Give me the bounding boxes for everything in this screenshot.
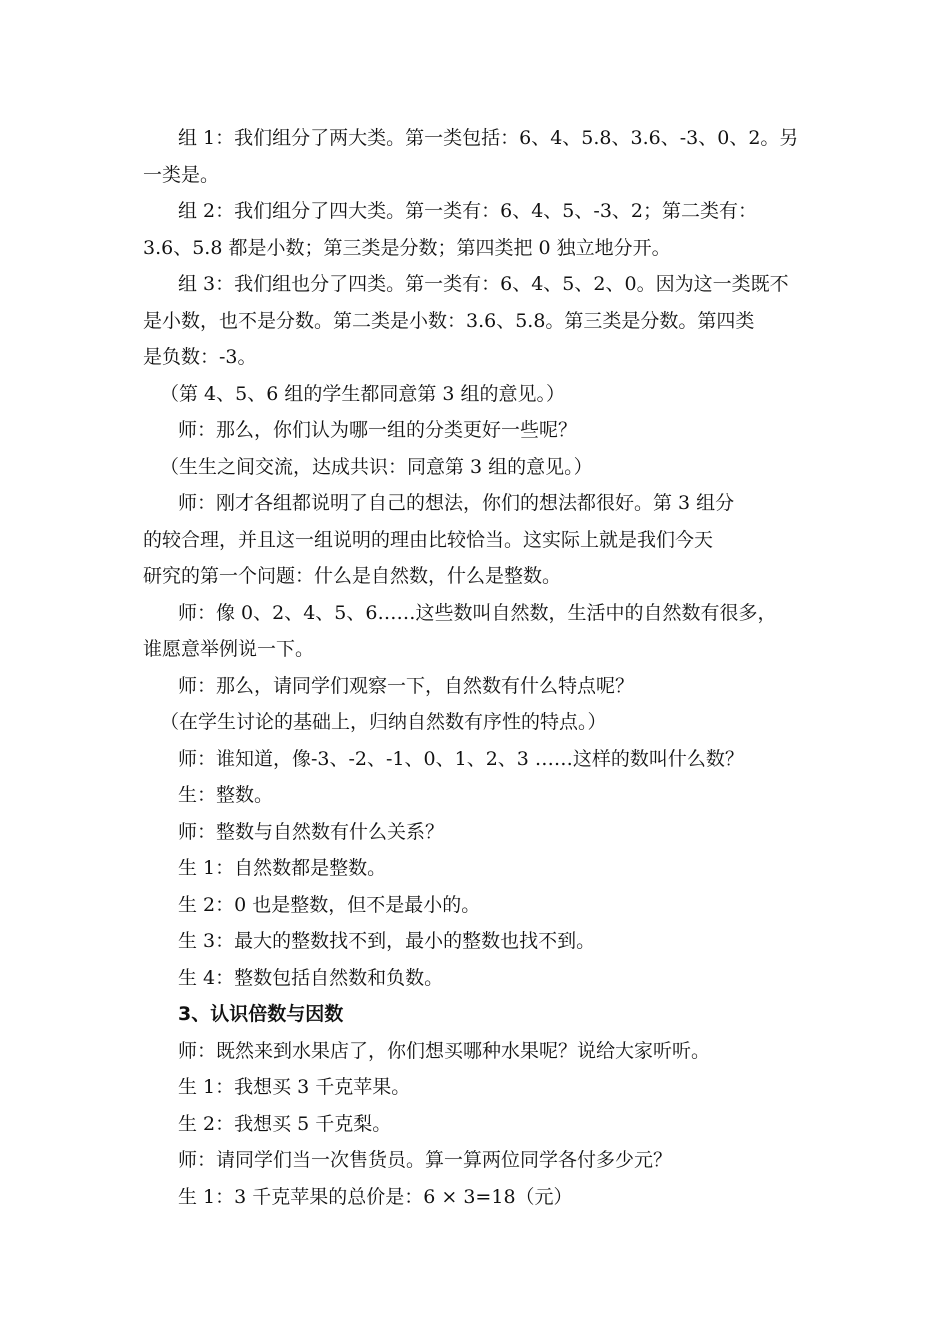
paragraph-line: 生 2：我想买 5 千克梨。 (178, 1113, 392, 1135)
paragraph-line: （第 4、5、6 组的学生都同意第 3 组的意见。） (160, 383, 566, 405)
paragraph-line: 生 1：我想买 3 千克苹果。 (178, 1076, 411, 1098)
paragraph-line: 师：刚才各组都说明了自己的想法，你们的想法都很好。第 3 组分 (178, 492, 735, 514)
paragraph-line: 研究的第一个问题：什么是自然数，什么是整数。 (143, 565, 562, 587)
paragraph-line: 师：请同学们当一次售货员。算一算两位同学各付多少元？ (178, 1149, 673, 1171)
paragraph-line: 3.6、5.8 都是小数；第三类是分数；第四类把 0 独立地分开。 (143, 237, 671, 259)
paragraph-line: 是负数：-3。 (143, 346, 257, 368)
paragraph-line: （生生之间交流，达成共识：同意第 3 组的意见。） (160, 456, 593, 478)
paragraph-line: 生 1：3 千克苹果的总价是：6 × 3=18（元） (178, 1186, 573, 1208)
paragraph-line: 生 3：最大的整数找不到，最小的整数也找不到。 (178, 930, 596, 952)
paragraph-line: 师：既然来到水果店了，你们想买哪种水果呢？说给大家听听。 (178, 1040, 711, 1062)
paragraph-line: 师：那么，请同学们观察一下，自然数有什么特点呢？ (178, 675, 635, 697)
paragraph-line: 的较合理，并且这一组说明的理由比较恰当。这实际上就是我们今天 (143, 529, 714, 551)
paragraph-line: 生 4：整数包括自然数和负数。 (178, 967, 444, 989)
paragraph-line: 生 2：0 也是整数，但不是最小的。 (178, 894, 481, 916)
paragraph-line: 师：谁知道，像-3、-2、-1、0、1、2、3 ……这样的数叫什么数？ (178, 748, 744, 770)
paragraph-line: 是小数，也不是分数。第二类是小数：3.6、5.8。第三类是分数。第四类 (143, 310, 755, 332)
paragraph-line: 生：整数。 (178, 784, 274, 806)
paragraph-line: （在学生讨论的基础上，归纳自然数有序性的特点。） (160, 711, 607, 733)
paragraph-line: 组 2：我们组分了四大类。第一类有：6、4、5、-3、2；第二类有： (178, 200, 757, 222)
paragraph-line: 谁愿意举例说一下。 (143, 638, 315, 660)
paragraph-line: 组 3：我们组也分了四类。第一类有：6、4、5、2、0。因为这一类既不 (178, 273, 789, 295)
paragraph-line: 师：那么，你们认为哪一组的分类更好一些呢？ (178, 419, 578, 441)
paragraph-line: 一类是。 (143, 164, 220, 186)
paragraph-line: 师：整数与自然数有什么关系？ (178, 821, 445, 843)
paragraph-line: 生 1：自然数都是整数。 (178, 857, 387, 879)
paragraph-line: 组 1：我们组分了两大类。第一类包括：6、4、5.8、3.6、-3、0、2。另 (178, 127, 799, 149)
paragraph-line: 师：像 0、2、4、5、6……这些数叫自然数，生活中的自然数有很多， (178, 602, 777, 624)
section-heading: 3、认识倍数与因数 (178, 1003, 344, 1025)
